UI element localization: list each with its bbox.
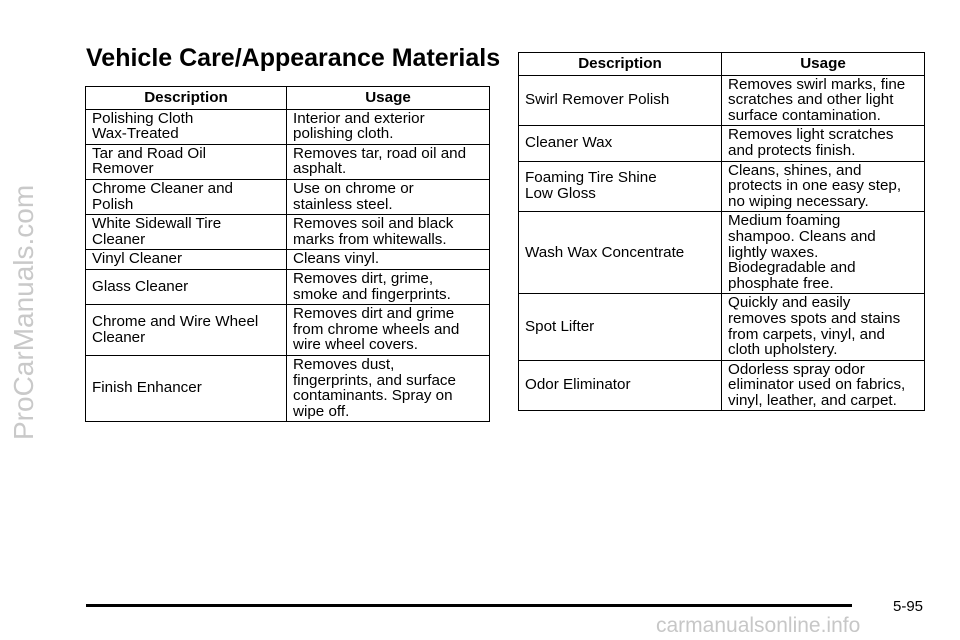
cell-description: White Sidewall Tire Cleaner [86, 215, 287, 250]
cell-description: Swirl Remover Polish [519, 75, 722, 126]
column-header-usage: Usage [287, 87, 490, 110]
table-header-row [519, 53, 925, 76]
table-row [86, 144, 490, 179]
table-row [519, 126, 925, 161]
footer-rule [86, 604, 852, 607]
cell-usage: Removes soil and black marks from whitewalls. [287, 215, 490, 250]
cell-usage: Cleans vinyl. [287, 250, 490, 270]
cell-usage: Quickly and easily removes spots and stains from carpets, vinyl, and cloth upholstery. [722, 294, 925, 360]
table-row [519, 75, 925, 126]
cell-description: Chrome Cleaner and Polish [86, 179, 287, 214]
cell-description: Spot Lifter [519, 294, 722, 360]
care-materials-table-left [85, 86, 490, 422]
cell-usage: Use on chrome or stainless steel. [287, 179, 490, 214]
table-row [519, 294, 925, 360]
column-header-usage: Usage [722, 53, 925, 76]
cell-description: Chrome and Wire Wheel Cleaner [86, 305, 287, 356]
table-header-row [86, 87, 490, 110]
cell-usage: Cleans, shines, and protects in one easy step, no wiping necessary. [722, 161, 925, 212]
cell-description: Wash Wax Concentrate [519, 212, 722, 294]
cell-usage: Removes swirl marks, fine scratches and other light surface contamination. [722, 75, 925, 126]
care-materials-table-right [518, 52, 925, 411]
cell-description: Finish Enhancer [86, 355, 287, 421]
table-row [86, 250, 490, 270]
cell-usage: Removes tar, road oil and asphalt. [287, 144, 490, 179]
table-row [519, 212, 925, 294]
cell-usage: Odorless spray odor eliminator used on fabrics, vinyl, leather, and carpet. [722, 360, 925, 411]
table-row [86, 179, 490, 214]
cell-usage: Removes dirt, grime, smoke and fingerprints. [287, 269, 490, 304]
page-title: Vehicle Care/Appearance Materials [86, 44, 501, 72]
cell-description: Cleaner Wax [519, 126, 722, 161]
cell-description: Foaming Tire Shine Low Gloss [519, 161, 722, 212]
cell-usage: Medium foaming shampoo. Cleans and lightly waxes. Biodegradable and phosphate free. [722, 212, 925, 294]
table-body [86, 109, 490, 422]
cell-usage: Removes dust, fingerprints, and surface contaminants. Spray on wipe off. [287, 355, 490, 421]
table-row [86, 355, 490, 421]
table-row [86, 215, 490, 250]
side-watermark: ProCarManuals.com [8, 184, 39, 440]
cell-description: Polishing Cloth Wax-Treated [86, 109, 287, 144]
table-row [519, 161, 925, 212]
bottom-watermark: carmanualsonline.info [656, 614, 861, 637]
cell-usage: Interior and exterior polishing cloth. [287, 109, 490, 144]
cell-description: Tar and Road Oil Remover [86, 144, 287, 179]
cell-description: Vinyl Cleaner [86, 250, 287, 270]
cell-description: Glass Cleaner [86, 269, 287, 304]
table-row [86, 269, 490, 304]
table-row [86, 109, 490, 144]
cell-usage: Removes dirt and grime from chrome wheels and wire wheel covers. [287, 305, 490, 356]
table-row [86, 305, 490, 356]
cell-usage: Removes light scratches and protects finish. [722, 126, 925, 161]
page-number: 5-95 [893, 598, 924, 615]
table-body [519, 75, 925, 411]
table-row [519, 360, 925, 411]
column-header-description: Description [519, 53, 722, 76]
column-header-description: Description [86, 87, 287, 110]
cell-description: Odor Eliminator [519, 360, 722, 411]
